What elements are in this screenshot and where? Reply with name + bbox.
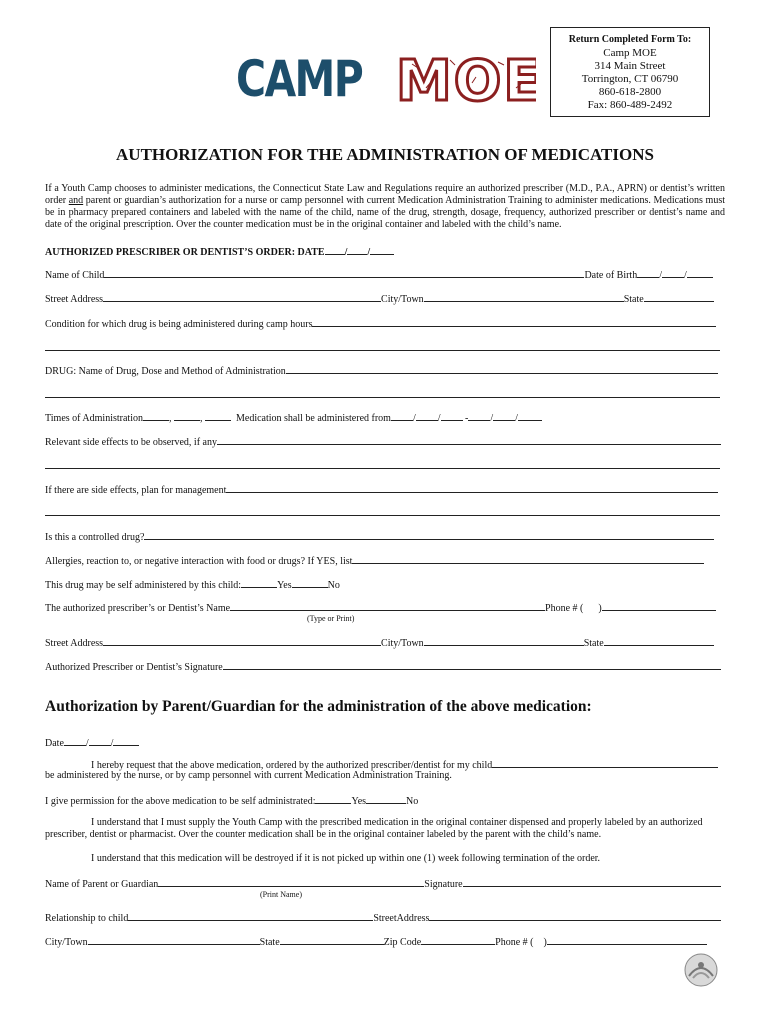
side-effects-row — [45, 435, 721, 449]
date-month-field[interactable] — [325, 245, 345, 255]
prescriber-street-field[interactable] — [103, 636, 381, 646]
return-address-box — [550, 27, 710, 117]
allergies-row — [45, 554, 704, 568]
times-row: Times of Administration , , Medication shall be administered from / / - / / — [45, 411, 542, 425]
self-admin-label: This drug may be self administered by this child: — [45, 580, 242, 591]
request-text-cont: be administered by the nurse, or by camp personnel with current Medication Administration Training. — [45, 770, 452, 781]
city-town-field[interactable] — [424, 292, 624, 302]
controlled-field[interactable] — [144, 530, 714, 540]
return-line: 314 Main Street — [594, 60, 666, 72]
date-of-birth-label: Date of Birth — [584, 270, 638, 281]
drug-row — [45, 364, 718, 378]
intro-paragraph: If a Youth Camp chooses to administer medications, the Connecticut State Law and Regulations require an authorized prescriber (M.D., P.A., APRN) or dentist’s written order and parent or guardian’s authorization for a nurse or camp personnel with current Medication Administration Training to administer medications. Medications must be in pharmacy prepared containers and labeled with the name of the child, name of the drug, strength, dosage, frequency, authorized prescriber or dentist’s name and date of the original prescription. Over the counter medication must be in the original container and labeled with the child’s name. — [45, 183, 725, 230]
parent-state-label: State — [259, 937, 280, 948]
condition-label: Condition for which drug is being administered during camp hours — [45, 319, 313, 330]
name-of-child-field[interactable] — [104, 268, 584, 278]
date-year-field[interactable] — [370, 245, 394, 255]
self-admin-yes-field[interactable] — [241, 578, 277, 588]
condition-extra-line[interactable] — [45, 350, 720, 351]
destroy-text: I understand that this medication will be destroyed if it is not picked up within one (1) week following termination of the order. — [91, 853, 601, 864]
plan-label: If there are side effects, plan for management — [45, 485, 227, 496]
parent-city-label: City/Town — [45, 937, 88, 948]
allergies-field[interactable] — [352, 554, 704, 564]
prescriber-name-row — [45, 601, 716, 615]
zip-field[interactable] — [421, 935, 495, 945]
phone-close: ) — [598, 603, 602, 614]
date-day-field[interactable] — [347, 245, 367, 255]
drug-extra-line[interactable] — [45, 397, 720, 398]
form-title: AUTHORIZATION FOR THE ADMINISTRATION OF MEDICATIONS — [116, 145, 654, 164]
prescriber-name-label: The authorized prescriber’s or Dentist’s Name — [45, 603, 231, 614]
camp-moe-logo-graphic — [236, 42, 536, 112]
parent-city-field[interactable] — [88, 935, 260, 945]
parent-street-field[interactable] — [429, 911, 721, 921]
prescriber-state-field[interactable] — [604, 636, 714, 646]
return-line: Fax: 860-489-2492 — [587, 99, 673, 111]
prescriber-signature-field[interactable] — [223, 660, 721, 670]
relationship-row — [45, 911, 721, 925]
street-address-label: Street Address — [45, 294, 104, 305]
from-day-field[interactable] — [416, 411, 438, 421]
permission-row — [45, 794, 418, 808]
parent-name-field[interactable] — [158, 877, 424, 887]
phone-label: Phone # ( — [545, 603, 584, 614]
relationship-field[interactable] — [128, 911, 373, 921]
street-address-label: Street Address — [45, 638, 104, 649]
permission-label: I give permission for the above medication to be self administrated: — [45, 796, 316, 807]
type-or-print-note: (Type or Print) — [307, 614, 355, 623]
svg-text:CAMP: CAMP — [236, 50, 363, 109]
from-month-field[interactable] — [391, 411, 413, 421]
return-heading: Return Completed Form To: — [568, 34, 692, 45]
parent-city-row — [45, 935, 707, 949]
return-line: Camp MOE — [603, 47, 657, 59]
self-admin-no-field[interactable] — [292, 578, 328, 588]
state-label: State — [583, 638, 604, 649]
side-effects-extra-line[interactable] — [45, 468, 720, 469]
prescriber-city-field[interactable] — [424, 636, 584, 646]
supply-text-cont: prescriber, dentist or pharmacist. Over the counter medication shall be in the original container labeled by the parent with the child’s name. — [45, 829, 602, 840]
dob-year-field[interactable] — [687, 268, 713, 278]
parent-date-day-field[interactable] — [89, 736, 111, 746]
return-line: 860-618-2800 — [598, 86, 662, 98]
side-effects-field[interactable] — [217, 435, 721, 445]
street-address-field[interactable] — [103, 292, 381, 302]
plan-row — [45, 483, 718, 497]
camp-moe-logo — [236, 42, 536, 112]
allergies-label: Allergies, reaction to, or negative interaction with food or drugs? If YES, list — [45, 556, 353, 567]
prescriber-phone-field[interactable] — [602, 601, 716, 611]
plan-field[interactable] — [226, 483, 718, 493]
parent-date-label: Date — [45, 738, 64, 749]
return-line: Torrington, CT 06790 — [581, 73, 679, 85]
relationship-label: Relationship to child — [45, 913, 129, 924]
parent-street-label: StreetAddress — [373, 913, 430, 924]
drug-field[interactable] — [286, 364, 718, 374]
state-label: State — [623, 294, 644, 305]
state-field[interactable] — [644, 292, 714, 302]
print-name-note: (Print Name) — [260, 890, 302, 899]
condition-row — [45, 317, 716, 331]
prescriber-signature-label: Authorized Prescriber or Dentist’s Signature — [45, 662, 223, 673]
city-town-label: City/Town — [381, 294, 424, 305]
parent-signature-field[interactable] — [463, 877, 721, 887]
permission-yes-field[interactable] — [315, 794, 351, 804]
parent-phone-label: Phone # ( — [495, 937, 534, 948]
self-admin-row — [45, 578, 340, 592]
drug-label: DRUG: Name of Drug, Dose and Method of Administration — [45, 366, 286, 377]
times-label: Times of Administration — [45, 413, 143, 424]
parent-signature-label: Signature — [424, 879, 463, 890]
zip-label: Zip Code — [383, 937, 422, 948]
svg-text:MOE: MOE — [396, 49, 536, 112]
controlled-row — [45, 530, 714, 544]
phone-close: ) — [543, 937, 547, 948]
child-row: Name of Child Date of Birth / / — [45, 268, 713, 282]
seal-logo-graphic — [683, 952, 719, 988]
city-town-label: City/Town — [381, 638, 424, 649]
yes-label: Yes — [277, 580, 292, 591]
parent-section-heading: Authorization by Parent/Guardian for the administration of the above medication: — [45, 698, 592, 715]
no-label: No — [406, 796, 419, 807]
to-year-field[interactable] — [518, 411, 542, 421]
name-of-child-label: Name of Child — [45, 270, 105, 281]
no-label: No — [327, 580, 340, 591]
time-2-field[interactable] — [174, 411, 200, 421]
side-effects-label: Relevant side effects to be observed, if any — [45, 437, 217, 448]
from-year-field[interactable] — [441, 411, 463, 421]
condition-field[interactable] — [312, 317, 716, 327]
prescriber-order-row: AUTHORIZED PRESCRIBER OR DENTIST’S ORDER: DATE / / — [45, 245, 394, 259]
to-month-field[interactable] — [468, 411, 490, 421]
seal-logo — [683, 952, 719, 988]
prescriber-signature-row — [45, 660, 721, 674]
parent-name-label: Name of Parent or Guardian — [45, 879, 159, 890]
time-1-field[interactable] — [143, 411, 169, 421]
yes-label: Yes — [351, 796, 367, 807]
parent-date-row: Date / / — [45, 736, 139, 750]
to-day-field[interactable] — [493, 411, 515, 421]
dob-day-field[interactable] — [662, 268, 684, 278]
time-3-field[interactable] — [205, 411, 231, 421]
plan-extra-line[interactable] — [45, 515, 720, 516]
prescriber-address-row — [45, 636, 714, 650]
prescriber-order-label: AUTHORIZED PRESCRIBER OR DENTIST’S ORDER: DATE — [45, 247, 325, 258]
parent-date-month-field[interactable] — [64, 736, 86, 746]
address-row — [45, 292, 714, 306]
parent-name-row — [45, 877, 721, 891]
prescriber-name-field[interactable] — [230, 601, 545, 611]
dob-month-field[interactable] — [637, 268, 659, 278]
parent-date-year-field[interactable] — [113, 736, 139, 746]
parent-phone-field[interactable] — [547, 935, 707, 945]
controlled-label: Is this a controlled drug? — [45, 532, 145, 543]
administered-from-label: Medication shall be administered from — [235, 413, 391, 424]
parent-state-field[interactable] — [280, 935, 384, 945]
request-text: I hereby request that the above medication, ordered by the authorized prescriber/dentist for my child — [91, 760, 493, 771]
permission-no-field[interactable] — [366, 794, 406, 804]
child-name-field[interactable] — [492, 758, 718, 768]
supply-text: I understand that I must supply the Youth Camp with the prescribed medication in the original container dispensed and properly labeled by an authorized — [91, 817, 703, 828]
